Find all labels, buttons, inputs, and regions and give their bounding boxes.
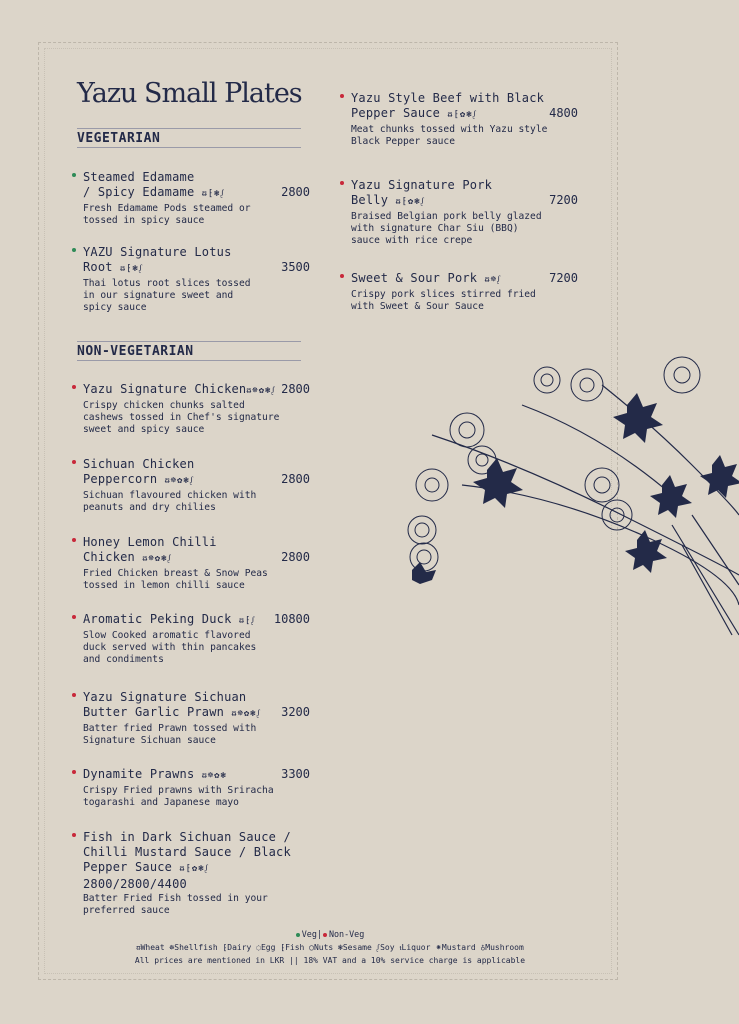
menu-item-beef-black-pepper (351, 91, 578, 148)
item-name: Sweet & Sour Pork (351, 271, 478, 285)
item-price: 2800 (281, 185, 310, 199)
item-name: Steamed Edamame / Spicy Edamame (83, 170, 195, 199)
section-vegetarian: VEGETARIAN (77, 128, 301, 148)
allergen-legend: ᵿWheat ☸Shellfish ⁅Dairy ◌Egg ⁅Fish ◯Nuts ❃Sesame ᶘSoy ᵼLiquor ⁕Mustard ♁Mushroom (136, 943, 524, 952)
item-description: Batter fried Prawn tossed with Signature Sichuan sauce (83, 723, 257, 746)
item-description: Fresh Edamame Pods steamed or tossed in spicy sauce (83, 203, 251, 226)
menu-item-steamed-edamame (83, 170, 310, 227)
item-name: Aromatic Peking Duck (83, 612, 232, 626)
allergen-icons: ᵿ⁅❃ᶘ (120, 264, 144, 274)
menu-item-fish-sichuan-sauce (83, 830, 310, 917)
item-name: Dynamite Prawns (83, 767, 195, 781)
non-veg-dot-icon (72, 693, 76, 697)
allergen-icons: ᵿ☸✿❃ᶘ (142, 554, 173, 564)
item-price: 7200 (549, 193, 578, 207)
non-veg-dot-icon (72, 833, 76, 837)
menu-item-sichuan-chicken (83, 457, 310, 514)
section-non-vegetarian: NON-VEGETARIAN (77, 341, 301, 361)
non-veg-dot-icon (340, 94, 344, 98)
veg-dot-icon (296, 933, 300, 937)
veg-dot-icon (72, 248, 76, 252)
item-price: 3300 (281, 767, 310, 781)
non-veg-dot-icon (340, 181, 344, 185)
item-description: Fried Chicken breast & Snow Peas tossed in lemon chilli sauce (83, 568, 268, 591)
item-description: Crispy pork slices stirred fried with Sweet & Sour Sauce (351, 289, 536, 312)
item-price: 10800 (273, 612, 310, 626)
price-note: All prices are mentioned in LKR || 18% VAT and a 10% service charge is applicable (134, 956, 526, 965)
item-description: Crispy chicken chunks salted cashews tossed in Chef's signature sweet and spicy sauce (83, 400, 280, 435)
non-veg-dot-icon (323, 933, 327, 937)
allergen-icons: ᵿ⁅✿❃ᶘ (395, 197, 426, 207)
item-description: Slow Cooked aromatic flavored duck served with thin pancakes and condiments (83, 630, 257, 665)
menu-item-honey-lemon-chicken (83, 535, 310, 592)
non-veg-dot-icon (72, 770, 76, 774)
menu-item-dynamite-prawns (83, 767, 310, 809)
non-veg-dot-icon (72, 615, 76, 619)
item-name: Honey Lemon Chilli Chicken (83, 535, 217, 564)
allergen-icons: ᵿ☸✿❃ (201, 771, 228, 781)
menu-item-butter-garlic-prawn (83, 690, 310, 747)
menu-item-pork-belly (351, 178, 578, 247)
item-name: Yazu Signature Chicken (83, 382, 247, 396)
menu-item-sweet-sour-pork (351, 271, 578, 313)
item-price: 2800 (281, 382, 310, 396)
allergen-icons: ᵿ⁅❃ᶘ (201, 189, 226, 199)
item-name: Yazu Style Beef with Black Pepper Sauce (351, 91, 545, 120)
menu-item-lotus-root (83, 245, 310, 314)
item-name: Fish in Dark Sichuan Sauce / Chilli Mustard Sauce / Black Pepper Sauce (83, 830, 291, 874)
item-price: 3500 (281, 260, 310, 274)
item-price: 4800 (549, 106, 578, 120)
allergen-icons: ᵿ⁅✿❃ᶘ (179, 864, 210, 874)
item-name: Sichuan Chicken Peppercorn (83, 457, 195, 486)
item-name: Yazu Signature Pork Belly (351, 178, 493, 207)
allergen-icons: ᵿ⁅✿❃ᶘ (447, 110, 478, 120)
allergen-icons: ᵿ☸✿❃ᶘ (164, 476, 195, 486)
item-description: Meat chunks tossed with Yazu style Black Pepper sauce (351, 124, 548, 147)
allergen-icons: ᵿ☸✿❃ᶘ (231, 709, 262, 719)
menu-title: Yazu Small Plates (77, 78, 302, 109)
menu-item-peking-duck (83, 612, 310, 666)
non-veg-dot-icon (72, 385, 76, 389)
non-veg-dot-icon (72, 538, 76, 542)
item-description: Sichuan flavoured chicken with peanuts and dry chilies (83, 490, 257, 513)
item-description: Thai lotus root slices tossed in our signature sweet and spicy sauce (83, 278, 251, 313)
floral-illustration (372, 345, 739, 640)
item-name: YAZU Signature Lotus Root (83, 245, 232, 274)
item-description: Batter Fried Fish tossed in your preferred sauce (83, 893, 268, 916)
allergen-icons: ᵿ☸ᶘ (484, 275, 502, 285)
non-veg-dot-icon (340, 274, 344, 278)
item-description: Crispy Fried prawns with Sriracha togarashi and Japanese mayo (83, 785, 274, 808)
item-price: 2800 (281, 472, 310, 486)
item-description: Braised Belgian pork belly glazed with signature Char Siu (BBQ) sauce with rice crepe (351, 211, 542, 246)
item-name: Yazu Signature Sichuan Butter Garlic Prawn (83, 690, 247, 719)
non-veg-dot-icon (72, 460, 76, 464)
veg-dot-icon (72, 173, 76, 177)
item-price: 2800/2800/4400 (83, 877, 187, 891)
item-price: 2800 (281, 550, 310, 564)
item-price: 3200 (281, 705, 310, 719)
allergen-icons: ᵿ⁅ᶘ (238, 616, 257, 626)
item-price: 7200 (549, 271, 578, 285)
veg-legend: Veg| Non-Veg (40, 929, 620, 939)
allergen-icons: ᵿ☸✿❃ᶘ (246, 386, 277, 396)
menu-item-signature-chicken (83, 382, 310, 436)
